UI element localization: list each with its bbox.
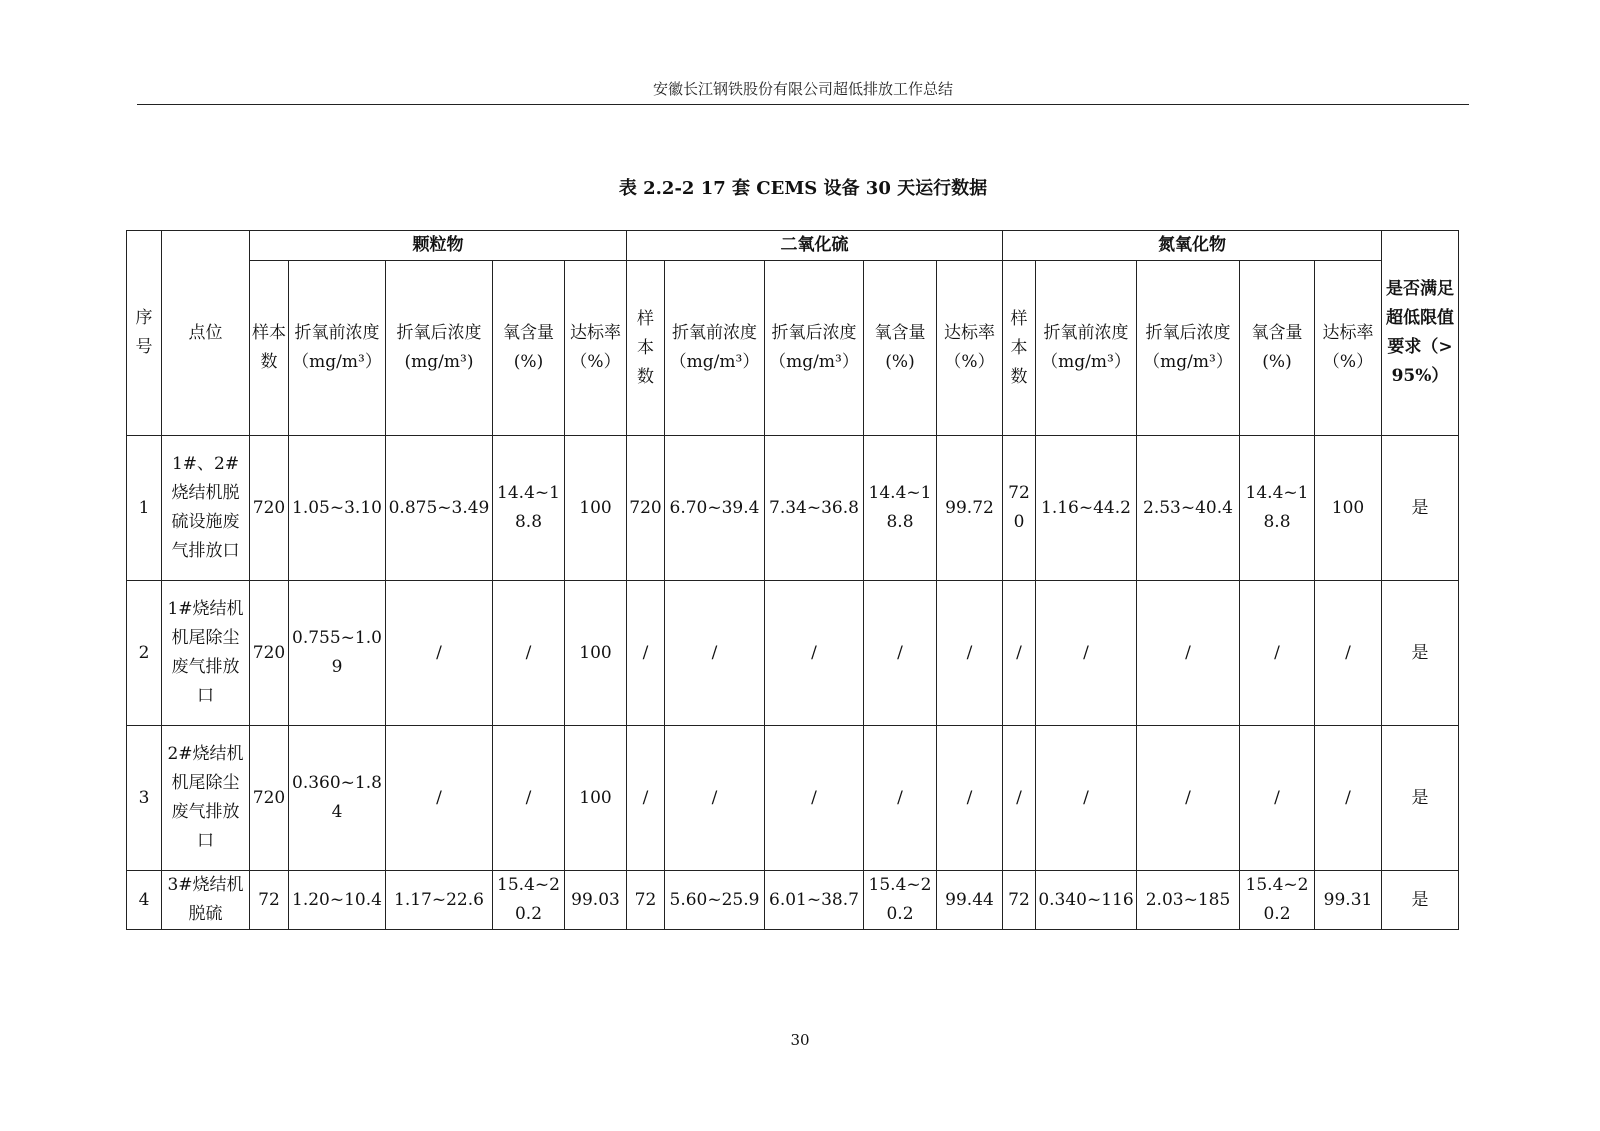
cell-pm-post: 0.875~3.49 (386, 436, 493, 581)
cell-so2-oxy: 15.4~20.2 (864, 871, 937, 930)
cell-pm-oxy: / (493, 726, 565, 871)
cell-so2-rate: / (937, 581, 1003, 726)
cell-so2-oxy: / (864, 726, 937, 871)
cell-pm-rate: 99.03 (565, 871, 627, 930)
table-row (127, 726, 1459, 871)
cell-so2-pre: 5.60~25.9 (665, 871, 765, 930)
header-pm-samples: 样本数 (250, 261, 289, 436)
cell-pm-pre: 1.20~10.4 (289, 871, 386, 930)
cell-nox-rate: / (1315, 581, 1382, 726)
table-row (127, 871, 1459, 930)
header-so2-oxy: 氧含量(%) (864, 261, 937, 436)
header-so2-post: 折氧后浓度（mg/m³） (765, 261, 864, 436)
cell-pm-pre: 0.360~1.84 (289, 726, 386, 871)
header-site: 点位 (162, 231, 250, 436)
cell-nox-pre: 1.16~44.2 (1036, 436, 1137, 581)
cell-meets: 是 (1382, 726, 1459, 871)
cell-pm-pre: 0.755~1.09 (289, 581, 386, 726)
table-row (127, 581, 1459, 726)
cell-nox-samples: 720 (1003, 436, 1036, 581)
cell-pm-post: / (386, 726, 493, 871)
header-nox-rate: 达标率（%） (1315, 261, 1382, 436)
cell-seq: 2 (127, 581, 162, 726)
header-group-pm: 颗粒物 (250, 231, 627, 261)
cell-so2-rate: / (937, 726, 1003, 871)
cell-pm-rate: 100 (565, 726, 627, 871)
cell-nox-oxy: 14.4~18.8 (1240, 436, 1315, 581)
table-row (127, 436, 1459, 581)
cell-nox-pre: / (1036, 726, 1137, 871)
header-nox-oxy: 氧含量(%) (1240, 261, 1315, 436)
header-nox-samples: 样本数 (1003, 261, 1036, 436)
cell-site: 1#、2#烧结机脱硫设施废气排放口 (162, 436, 250, 581)
cell-nox-pre: / (1036, 581, 1137, 726)
cell-pm-samples: 72 (250, 871, 289, 930)
cell-pm-rate: 100 (565, 436, 627, 581)
cell-so2-oxy: / (864, 581, 937, 726)
header-pm-pre: 折氧前浓度（mg/m³） (289, 261, 386, 436)
cell-so2-rate: 99.72 (937, 436, 1003, 581)
cell-nox-samples: / (1003, 726, 1036, 871)
header-group-nox: 氮氧化物 (1003, 231, 1382, 261)
cell-seq: 4 (127, 871, 162, 930)
cell-so2-pre: / (665, 581, 765, 726)
cell-pm-post: / (386, 581, 493, 726)
header-nox-post: 折氧后浓度（mg/m³） (1137, 261, 1240, 436)
cell-pm-oxy: / (493, 581, 565, 726)
cell-so2-samples: / (627, 581, 665, 726)
header-pm-post: 折氧后浓度(mg/m³) (386, 261, 493, 436)
cell-so2-rate: 99.44 (937, 871, 1003, 930)
cell-pm-samples: 720 (250, 581, 289, 726)
header-meets-limit: 是否满足超低限值要求（>95%） (1382, 231, 1459, 436)
header-pm-rate: 达标率（%） (565, 261, 627, 436)
cell-so2-pre: 6.70~39.4 (665, 436, 765, 581)
cell-so2-samples: / (627, 726, 665, 871)
cell-nox-post: / (1137, 581, 1240, 726)
header-seq: 序号 (127, 231, 162, 436)
cell-so2-oxy: 14.4~18.8 (864, 436, 937, 581)
header-so2-rate: 达标率（%） (937, 261, 1003, 436)
cell-so2-samples: 720 (627, 436, 665, 581)
cell-pm-oxy: 15.4~20.2 (493, 871, 565, 930)
cell-nox-samples: 72 (1003, 871, 1036, 930)
cell-pm-samples: 720 (250, 726, 289, 871)
cell-meets: 是 (1382, 581, 1459, 726)
header-so2-pre: 折氧前浓度（mg/m³） (665, 261, 765, 436)
cell-pm-post: 1.17~22.6 (386, 871, 493, 930)
page-number: 30 (790, 1031, 810, 1049)
cell-so2-samples: 72 (627, 871, 665, 930)
cell-seq: 1 (127, 436, 162, 581)
cell-so2-pre: / (665, 726, 765, 871)
header-so2-samples: 样本数 (627, 261, 665, 436)
cell-nox-oxy: / (1240, 726, 1315, 871)
cell-nox-pre: 0.340~116 (1036, 871, 1137, 930)
cell-nox-rate: 99.31 (1315, 871, 1382, 930)
cell-meets: 是 (1382, 436, 1459, 581)
cell-seq: 3 (127, 726, 162, 871)
cell-site: 1#烧结机机尾除尘废气排放口 (162, 581, 250, 726)
header-pm-oxy: 氧含量(%) (493, 261, 565, 436)
header-nox-pre: 折氧前浓度（mg/m³） (1036, 261, 1137, 436)
cell-pm-samples: 720 (250, 436, 289, 581)
cell-nox-oxy: 15.4~20.2 (1240, 871, 1315, 930)
cems-data-table (126, 230, 1459, 930)
table-caption: 表 2.2-2 17 套 CEMS 设备 30 天运行数据 (618, 178, 988, 199)
cell-nox-post: 2.03~185 (1137, 871, 1240, 930)
cell-site: 2#烧结机机尾除尘废气排放口 (162, 726, 250, 871)
cell-so2-post: 7.34~36.8 (765, 436, 864, 581)
cell-site: 3#烧结机脱硫 (162, 871, 250, 930)
cell-so2-post: 6.01~38.7 (765, 871, 864, 930)
cell-nox-rate: 100 (1315, 436, 1382, 581)
header-group-so2: 二氧化硫 (627, 231, 1003, 261)
cell-nox-oxy: / (1240, 581, 1315, 726)
cell-so2-post: / (765, 581, 864, 726)
header-rule (137, 104, 1469, 105)
cell-pm-rate: 100 (565, 581, 627, 726)
cell-nox-post: 2.53~40.4 (1137, 436, 1240, 581)
cell-pm-pre: 1.05~3.10 (289, 436, 386, 581)
cell-meets: 是 (1382, 871, 1459, 930)
running-header: 安徽长江钢铁股份有限公司超低排放工作总结 (652, 80, 953, 98)
cell-nox-post: / (1137, 726, 1240, 871)
cell-pm-oxy: 14.4~18.8 (493, 436, 565, 581)
cell-nox-rate: / (1315, 726, 1382, 871)
cell-so2-post: / (765, 726, 864, 871)
cell-nox-samples: / (1003, 581, 1036, 726)
